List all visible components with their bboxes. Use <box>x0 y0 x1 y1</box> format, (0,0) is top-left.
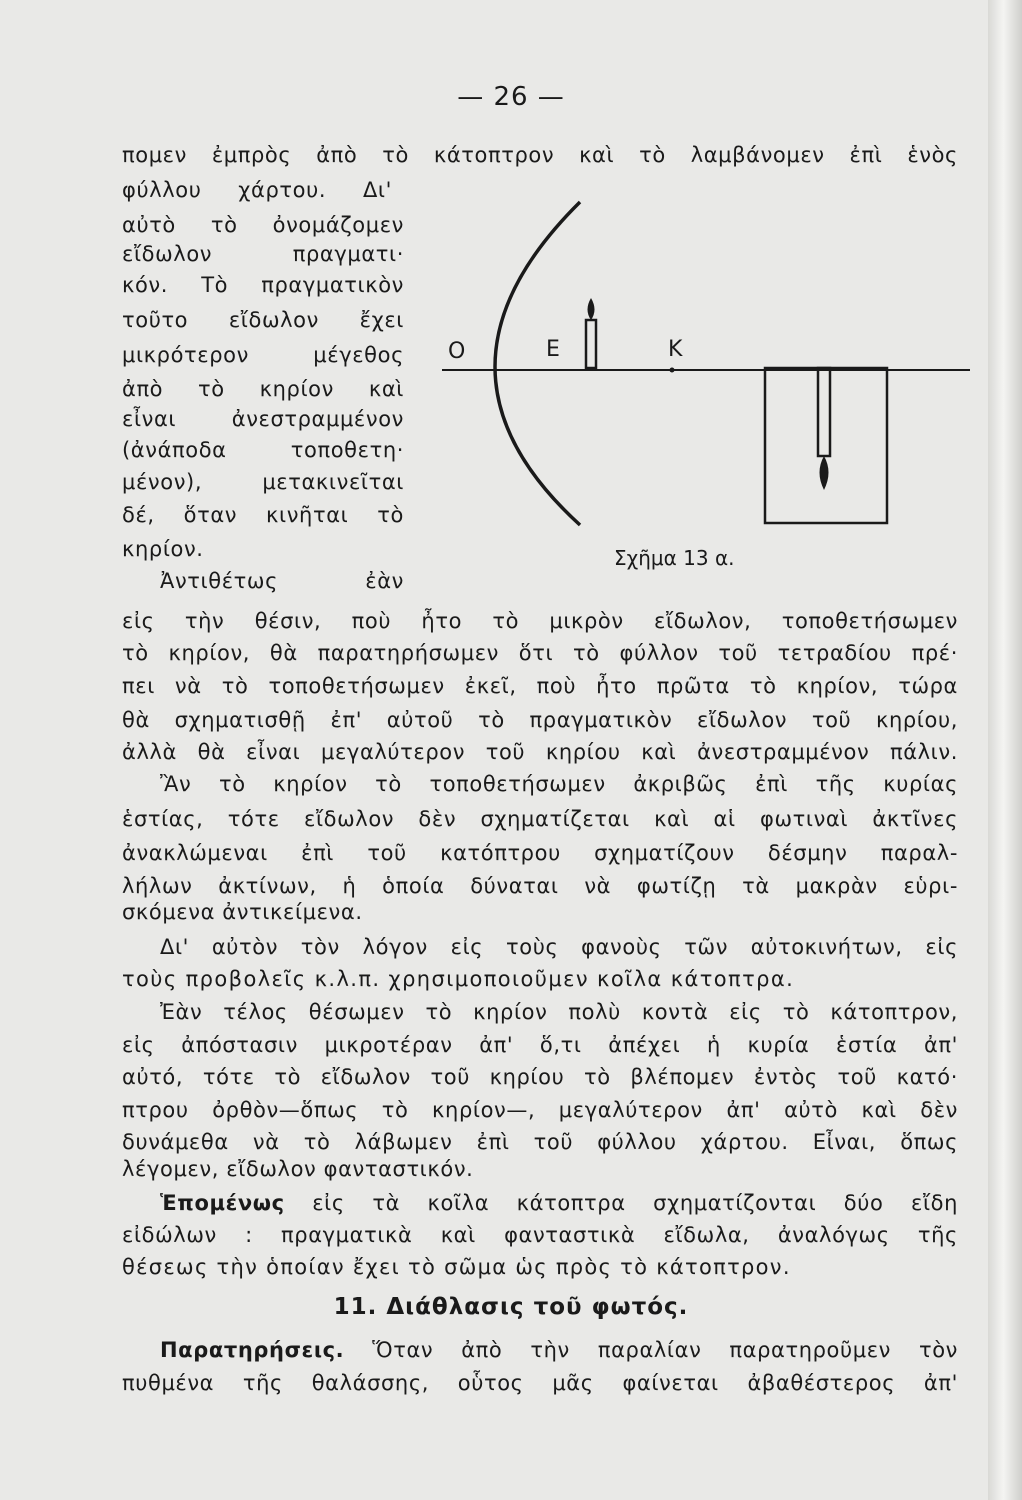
text-line: αὐτό, τότε τὸ εἴδωλον τοῦ κηρίου τὸ βλέπομεν ἐντὸς τοῦ κατό· <box>122 1065 958 1089</box>
text-line: εἴδωλον πραγματι· <box>122 242 404 266</box>
text-line: μένον), μετακινεῖται <box>122 470 404 494</box>
text-line: τὸ κηρίον, θὰ παρατηρήσωμεν ὅτι τὸ φύλλον τοῦ τετραδίου πρέ· <box>122 641 958 665</box>
text-line: μικρότερον μέγεθος <box>122 343 404 367</box>
text-line: κηρίον. <box>122 537 204 561</box>
concave-mirror-figure <box>420 190 980 540</box>
text-line: λήλων ἀκτίνων, ἡ ὁποία δύναται νὰ φωτίζῃ τὰ μακρὰν εὑρι- <box>122 874 958 898</box>
label-k: K <box>668 337 683 362</box>
text-line: ἀπὸ τὸ κηρίον καὶ <box>122 377 404 401</box>
text-line: πει νὰ τὸ τοποθετήσωμεν ἐκεῖ, ποὺ ἦτο πρῶτα τὸ κηρίον, τώρα <box>122 674 958 698</box>
text-line: εἰς τὴν θέσιν, ποὺ ἦτο τὸ μικρὸν εἴδωλον, τοποθετήσωμεν <box>122 609 958 633</box>
page-edge <box>988 0 1022 1500</box>
figure-caption: Σχῆμα 13 α. <box>614 546 735 570</box>
text-line: δέ, ὅταν κινῆται τὸ <box>122 503 404 527</box>
text-line: τοῦτο εἴδωλον ἔχει <box>122 308 404 332</box>
text-line: Ἐὰν τέλος θέσωμεν τὸ κηρίον πολὺ κοντὰ εἰς τὸ κάτοπτρον, <box>160 1000 958 1024</box>
text-line: λέγομεν, εἴδωλον φανταστικόν. <box>122 1157 474 1181</box>
text-line: εἰς ἀπόστασιν μικροτέραν ἀπ' ὅ,τι ἀπέχει ἡ κυρία ἑστία ἀπ' <box>122 1033 958 1057</box>
candle <box>586 320 596 368</box>
label-o: O <box>448 339 466 364</box>
mirror-arc <box>495 202 580 525</box>
text-line: Ἀντιθέτως ἐὰν <box>160 569 404 593</box>
text-line: τοὺς προβολεῖς κ.λ.π. χρησιμοποιοῦμεν κοῖλα κάτοπτρα. <box>122 967 795 991</box>
candle-flame <box>588 298 595 320</box>
screen-box <box>765 368 887 523</box>
text-line: κόν. Τὸ πραγματικὸν <box>122 273 404 297</box>
consequently-line-1: εἰς τὰ κοῖλα κάτοπτρα σχηματίζονται δύο εἴδη <box>312 1191 959 1215</box>
text-line <box>160 1337 958 1363</box>
observations-line-1: Ὅταν ἀπὸ τὴν παραλίαν παρατηροῦμεν τὸν <box>372 1338 958 1362</box>
focus-point <box>670 368 675 373</box>
text-line: Ἂν τὸ κηρίον τὸ τοποθετήσωμεν ἀκριβῶς ἐπὶ τῆς κυρίας <box>160 772 958 796</box>
inverted-flame-image <box>820 456 829 490</box>
page-number: — 26 — <box>457 82 565 112</box>
text-line: εἰδώλων : πραγματικὰ καὶ φανταστικὰ εἴδωλα, ἀναλόγως τῆς <box>122 1223 958 1247</box>
text-line: (ἀνάποδα τοποθετη· <box>122 438 404 462</box>
text-line: ἑστίας, τότε εἴδωλον δὲν σχηματίζεται καὶ αἱ φωτιναὶ ἀκτῖνες <box>122 807 958 831</box>
text-line: θὰ σχηματισθῇ ἐπ' αὐτοῦ τὸ πραγματικὸν εἴδωλον τοῦ κηρίου, <box>122 708 958 732</box>
text-line: αὐτὸ τὸ ὀνομάζομεν <box>122 213 404 237</box>
observations-lead: Παρατηρήσεις. <box>160 1338 345 1362</box>
section-heading: 11. Διάθλασις τοῦ φωτός. <box>333 1294 689 1320</box>
text-line: εἶναι ἀνεστραμμένον <box>122 407 404 431</box>
text-line: θέσεως τὴν ὁποίαν ἔχει τὸ σῶμα ὡς πρὸς τὸ κάτοπτρον. <box>122 1255 791 1279</box>
text-line: φύλλου χάρτου. Δι' <box>122 178 392 202</box>
text-line: ἀνακλώμεναι ἐπὶ τοῦ κατόπτρου σχηματίζουν δέσμην παραλ- <box>122 841 958 865</box>
text-line: σκόμενα ἀντικείμενα. <box>122 900 363 924</box>
text-line: πομεν ἐμπρὸς ἀπὸ τὸ κάτοπτρον καὶ τὸ λαμβάνομεν ἐπὶ ἑνὸς <box>122 143 958 167</box>
inverted-candle-image <box>818 368 830 456</box>
consequently-lead: Ἑπομένως <box>160 1191 285 1215</box>
text-line: πτρου ὀρθὸν—ὅπως τὸ κηρίον—, μεγαλύτερον ἀπ' αὐτὸ καὶ δὲν <box>122 1098 958 1122</box>
label-e: E <box>546 337 560 362</box>
text-line: πυθμένα τῆς θαλάσσης, οὗτος μᾶς φαίνεται ἀβαθέστερος ἀπ' <box>122 1371 958 1395</box>
text-line: Δι' αὐτὸν τὸν λόγον εἰς τοὺς φανοὺς τῶν αὐτοκινήτων, εἰς <box>160 935 958 959</box>
text-line: δυνάμεθα νὰ τὸ λάβωμεν ἐπὶ τοῦ φύλλου χάρτου. Εἶναι, ὅπως <box>122 1130 958 1154</box>
text-line <box>160 1190 958 1216</box>
text-line: ἀλλὰ θὰ εἶναι μεγαλύτερον τοῦ κηρίου καὶ ἀνεστραμμένον πάλιν. <box>122 740 958 764</box>
